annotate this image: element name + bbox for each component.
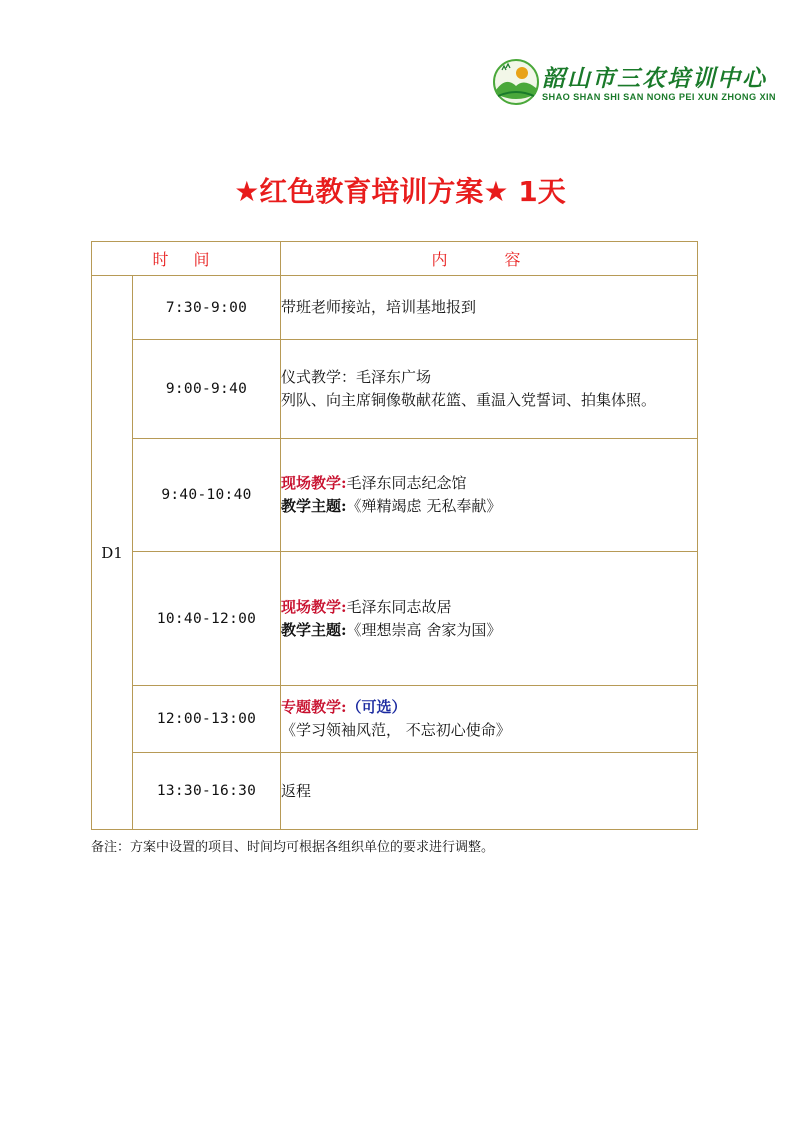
theme-text: 《殚精竭虑 无私奉献》 [346, 497, 502, 515]
time-cell: 13:30-16:30 [133, 753, 281, 830]
content-cell [281, 753, 698, 830]
content-line: 带班老师接站，培训基地报到 [281, 298, 477, 316]
content-line: 返程 [281, 781, 312, 800]
content-cell [281, 340, 698, 439]
content-line: 仪式教学：毛泽东广场 [281, 368, 432, 386]
logo-emblem-icon [492, 58, 540, 106]
time-cell: 7:30-9:00 [133, 276, 281, 340]
logo-name-en: SHAO SHAN SHI SAN NONG PEI XUN ZHONG XIN [542, 92, 776, 102]
logo [492, 58, 776, 112]
content-line: 列队、向主席铜像敬献花篮、重温入党誓词、拍集体照。 [281, 391, 657, 409]
logo-name-cn: 韶山市三农培训中心 [542, 66, 767, 92]
special-teaching-label: 专题教学: [281, 698, 347, 716]
table-row [92, 439, 698, 552]
theme-label: 教学主题: [281, 497, 347, 515]
footnote: 备注：方案中设置的项目、时间均可根据各组织单位的要求进行调整。 [91, 840, 495, 855]
table-row [92, 340, 698, 439]
theme-label: 教学主题: [281, 620, 347, 639]
table-row [92, 276, 698, 340]
onsite-teaching-label: 现场教学: [281, 474, 347, 492]
content-cell [281, 552, 698, 686]
table-header-row [92, 242, 698, 276]
content-cell [281, 686, 698, 753]
table-row [92, 552, 698, 686]
time-cell: 9:40-10:40 [133, 439, 281, 552]
venue-text: 毛泽东同志故居 [346, 597, 452, 616]
theme-text: 《理想崇高 舍家为国》 [346, 620, 502, 639]
table-row [92, 753, 698, 830]
schedule-table [91, 241, 698, 830]
onsite-teaching-label: 现场教学: [281, 597, 347, 616]
page-title: ★红色教育培训方案★ 1天 [234, 175, 566, 208]
header-time: 时 间 [92, 242, 281, 276]
time-cell: 10:40-12:00 [133, 552, 281, 686]
day-label: D1 [92, 276, 133, 830]
venue-text: 毛泽东同志纪念馆 [346, 474, 467, 492]
time-cell: 12:00-13:00 [133, 686, 281, 753]
content-cell [281, 276, 698, 340]
time-cell: 9:00-9:40 [133, 340, 281, 439]
theme-text: 《学习领袖风范， 不忘初心使命》 [281, 721, 511, 739]
header-content: 内 容 [281, 242, 698, 276]
content-cell [281, 439, 698, 552]
table-row [92, 686, 698, 753]
optional-tag: （可选） [346, 698, 407, 716]
